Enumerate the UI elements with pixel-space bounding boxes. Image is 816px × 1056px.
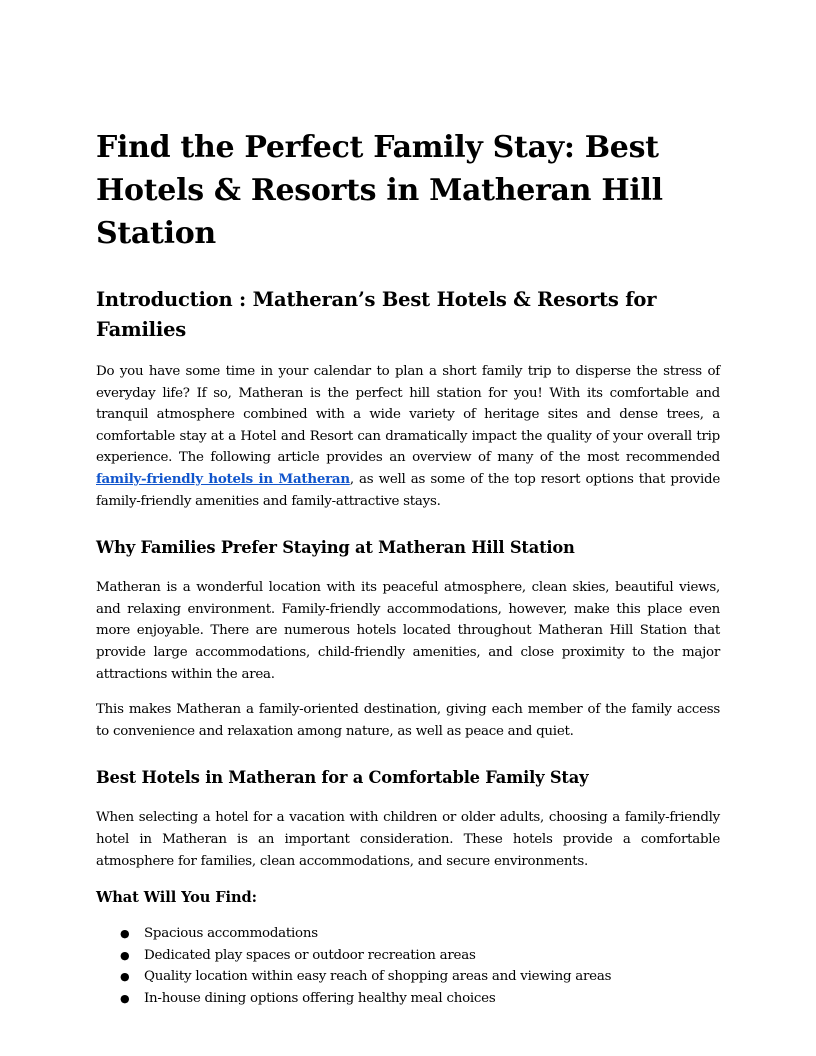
intro-text-after-link: , as well as some of the top resort options that provide family-friendly amenities and family-attractive stays. [96,471,721,509]
bullet-icon: ● [120,970,130,984]
list-item-text: In-house dining options offering healthy meal choices [144,990,496,1006]
list-item [96,945,720,967]
bullet-icon: ● [120,991,130,1005]
features-list [96,923,720,1009]
family-hotels-link[interactable]: family-friendly hotels in Matheran [96,470,350,487]
intro-text-before-link: Do you have some time in your calendar to plan a short family trip to disperse the stress of everyday life? If so, Matheran is the perfect hill station for you! With its comfortable and tranquil atmosphere combined with a wide variety of heritage sites and dense trees, a comfortable stay at a Hotel and Resort can dramatically impact the quality of your overall trip experience. The following article provides an overview of many of the most recommended [96,364,720,466]
list-item-text: Dedicated play spaces or outdoor recreation areas [144,947,476,963]
why-families-paragraph-2: This makes Matheran a family-oriented destination, giving each member of the family access to convenience and relaxation among nature, as well as peace and quiet. [96,702,720,739]
document-page [96,126,720,1009]
bullet-icon: ● [120,948,130,962]
best-hotels-paragraph: When selecting a hotel for a vacation with children or older adults, choosing a family-friendly hotel in Matheran is an important consideration. These hotels provide a comfortable atmosphere for families, clean accommodations, and secure environments. [96,810,720,869]
best-hotels-heading: Best Hotels in Matheran for a Comfortable Family Stay [96,768,589,788]
what-you-find-heading: What Will You Find: [96,889,257,907]
why-families-paragraph-1: Matheran is a wonderful location with its peaceful atmosphere, clean skies, beautiful views, and relaxing environment. Family-friendly accommodations, however, make this place even more enjoyable. There are numerous hotels located throughout Matheran Hill Station that provide large accommodations, child-friendly amenities, and close proximity to the major attractions within the area. [96,580,720,682]
list-item-text: Quality location within easy reach of shopping areas and viewing areas [144,969,612,985]
list-item-text: Spacious accommodations [144,926,318,942]
page-title: Find the Perfect Family Stay: Best Hotels & Resorts in Matheran Hill Station [96,130,663,251]
intro-paragraph [96,361,720,512]
intro-heading: Introduction : Matheran’s Best Hotels & Resorts for Families [96,288,657,341]
why-families-heading: Why Families Prefer Staying at Matheran Hill Station [96,538,575,558]
list-item [96,923,720,945]
list-item [96,988,720,1010]
list-item [96,966,720,988]
bullet-icon: ● [120,927,130,941]
